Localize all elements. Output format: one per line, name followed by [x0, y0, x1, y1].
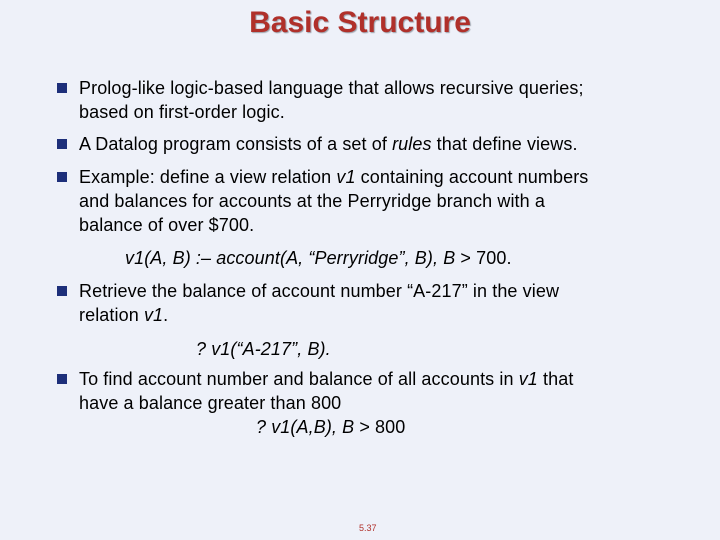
page-number: 5.37 — [359, 523, 377, 533]
datalog-query-2-body: ? v1(A,B), B — [256, 417, 355, 437]
bullet-5-emphasis: v1 — [518, 369, 538, 389]
bullet-5-text: To find account number and balance of all accounts in — [79, 369, 519, 389]
bullet-2-line-1 — [79, 132, 578, 156]
datalog-rule-condition: > 700. — [455, 248, 512, 268]
bullet-square-icon — [57, 83, 67, 93]
slide-title: Basic Structure — [249, 6, 471, 39]
datalog-rule — [125, 246, 512, 270]
datalog-query-2 — [256, 415, 405, 439]
bullet-3-emphasis: v1 — [336, 167, 356, 187]
bullet-square-icon — [57, 374, 67, 384]
bullet-square-icon — [57, 286, 67, 296]
bullet-2-text-end: that define views. — [431, 134, 578, 154]
datalog-query-1 — [196, 337, 331, 361]
bullet-3-text: Example: define a view relation — [79, 167, 337, 187]
bullet-3-line-3: balance of over $700. — [79, 215, 255, 235]
bullet-3-line-1 — [79, 165, 588, 189]
datalog-query-2-condition: > 800 — [354, 417, 406, 437]
bullet-2-emphasis: rules — [392, 134, 432, 154]
bullet-3-text-end: containing account numbers — [355, 167, 589, 187]
bullet-5-line-2: have a balance greater than 800 — [79, 393, 342, 413]
bullet-4-text: relation — [79, 305, 144, 325]
bullet-square-icon — [57, 139, 67, 149]
bullet-4-text-end: . — [163, 305, 169, 325]
bullet-5-text-end: that — [537, 369, 574, 389]
bullet-4-line-1: Retrieve the balance of account number “A-217” in the view — [79, 281, 560, 301]
bullet-4-line-2 — [79, 303, 168, 327]
datalog-query-1-text: ? v1(“A-217”, B). — [196, 339, 331, 359]
bullet-3-line-2: and balances for accounts at the Perryridge branch with a — [79, 191, 545, 211]
bullet-5-line-1 — [79, 367, 573, 391]
bullet-1-line-2: based on first-order logic. — [79, 102, 285, 122]
bullet-1-line-1: Prolog-like logic-based language that allows recursive queries; — [79, 78, 584, 98]
bullet-2-text: A Datalog program consists of a set of — [79, 134, 393, 154]
datalog-rule-body: v1(A, B) :– account(A, “Perryridge”, B), B — [125, 248, 456, 268]
bullet-square-icon — [57, 172, 67, 182]
bullet-4-emphasis: v1 — [143, 305, 164, 325]
